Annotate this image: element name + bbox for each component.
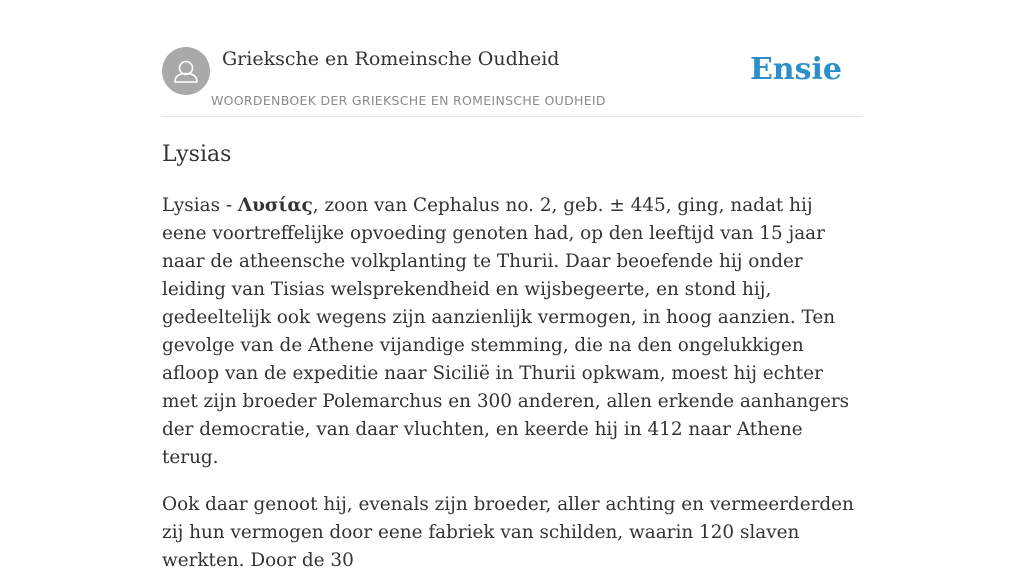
user-avatar-icon[interactable]: [162, 47, 210, 95]
entry-content: [162, 138, 862, 575]
source-header: [162, 46, 862, 117]
entry-lead: Lysias -: [162, 195, 238, 216]
entry-paragraph-1: [162, 192, 862, 472]
ensie-logo-link[interactable]: Ensie: [749, 52, 842, 87]
entry-title: Lysias: [162, 142, 232, 167]
entry-paragraph-2: Ook daar genoot hij, evenals zijn broeder, aller achting en vermeerderden zij hun vermogen door eene fabriek van schilden, waarin 120 slaven werkten. Door de 30: [162, 494, 854, 571]
source-subtitle: WOORDENBOEK DER GRIEKSCHE EN ROMEINSCHE OUDHEID: [211, 93, 606, 108]
entry-paragraph-1-text: , zoon van Cephalus no. 2, geb. ± 445, ging, nadat hij eene voortreffelijke opvoeding genoten had, op den leeftijd van 15 jaar naar de atheensche volkplanting te Thurii. Daar beoefende hij onder leiding van Tisias welsprekendheid en wijsbegeerte, en stond hij, gedeeltelijk ook wegens zijn aanzienlijk vermogen, in hoog aanzien. Ten gevolge van de Athene vijandige stemming, die na den ongelukkigen afloop van de expeditie naar Sicilië in Thurii opkwam, moest hij echter met zijn broeder Polemarchus en 300 anderen, allen erkende aanhangers der democratie, van daar vluchten, en keerde hij in 412 naar Athene terug.: [162, 195, 850, 468]
source-title[interactable]: Grieksche en Romeinsche Oudheid: [222, 48, 560, 70]
greek-name: Λυσίας: [237, 195, 313, 216]
